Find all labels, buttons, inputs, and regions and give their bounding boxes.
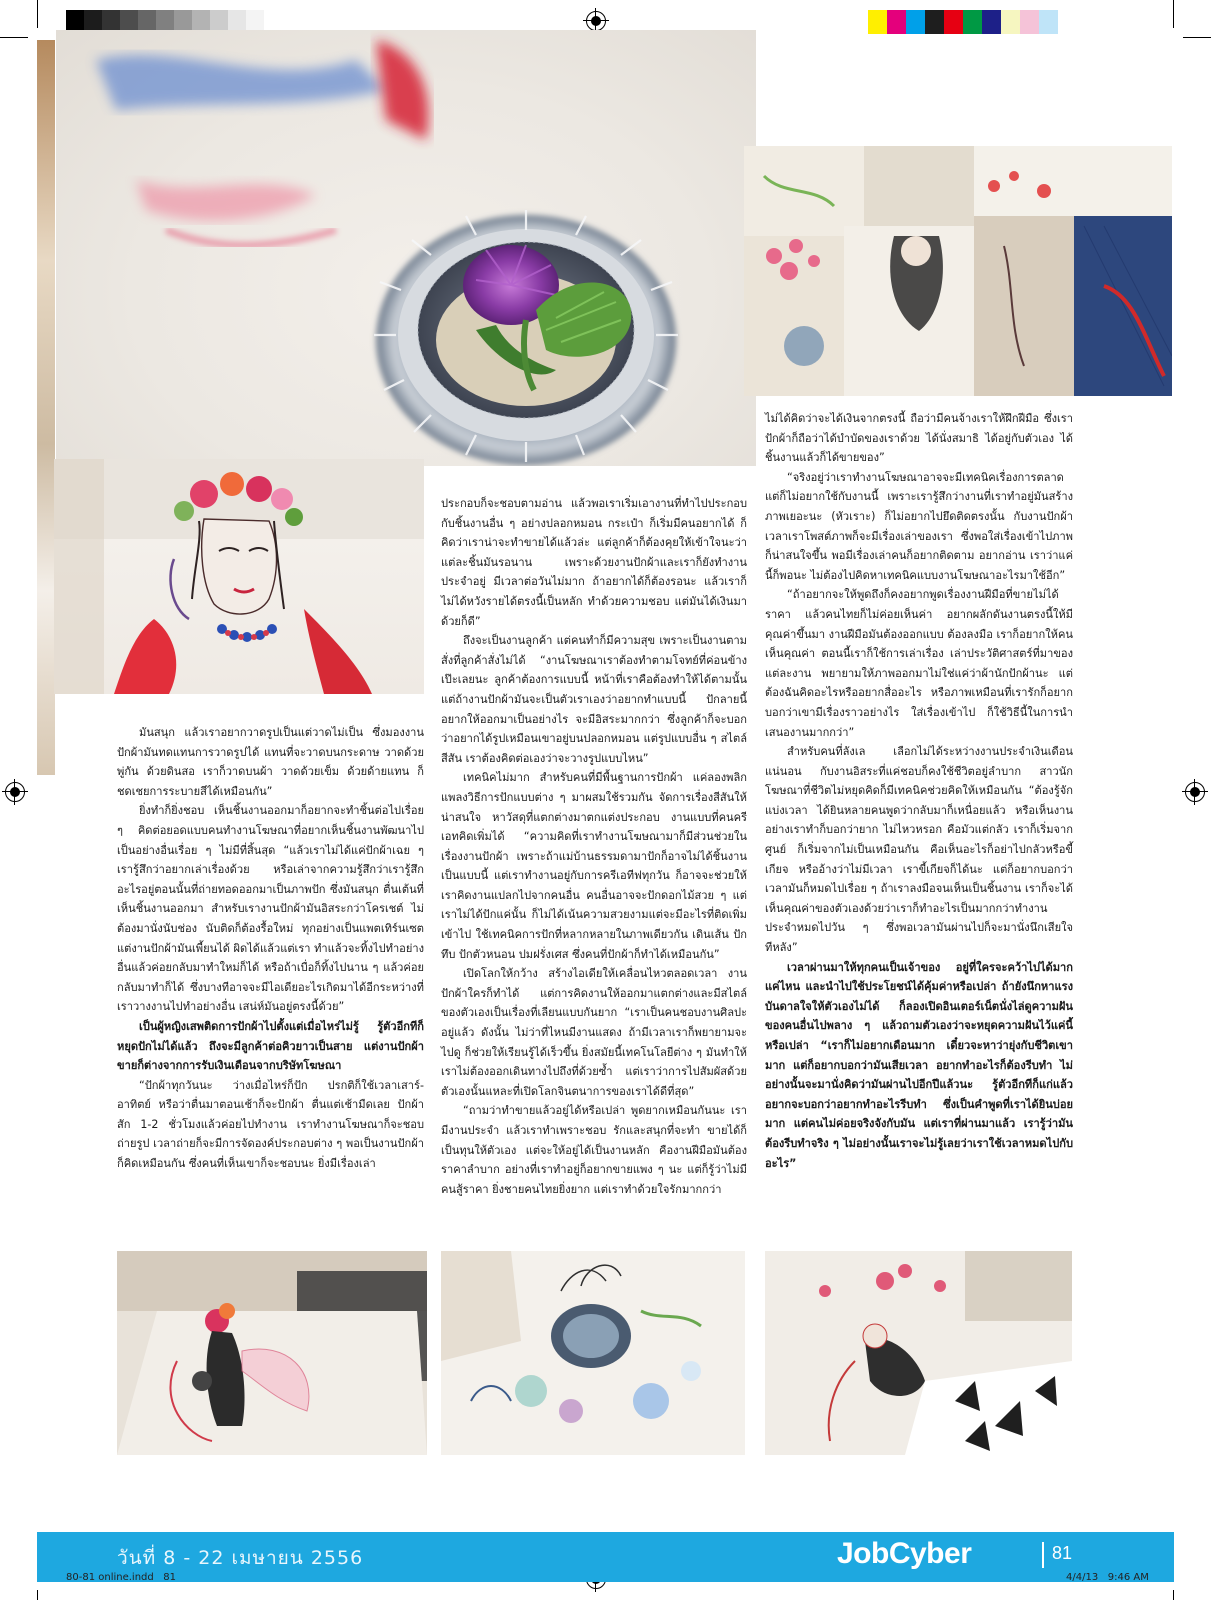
footer-divider [1042, 1542, 1044, 1568]
print-slug-timestamp: 4/4/13 9:46 AM [1066, 1572, 1149, 1583]
brand-logo-jobcyber: JobCyber [837, 1537, 972, 1570]
paragraph: ถึงจะเป็นงานลูกค้า แต่คนทำก็มีความสุข เพราะเป็นงานตามสั่งที่ลูกค้าสั่งไม่ได้ “งานโฆษณาเราต้องทำตามโจทย์ที่ค่อนข้างเป๊ะเลยนะ ลูกค้าต้องการแบบนี้ หน้าที่เราคือต้องทำให้ได้ตามนั้น แต่ถ้างานปักผ้ามันจะเป็นตัวเราเองว่าอยากทำแบบนี้ ปักลายนี้อยากให้ออกมาเป็นอย่างไร จะมีอิสระมากกว่า ซึ่งลูกค้าก็จะบอกว่าอยากได้รูปเหมือนเขาอยู่บนปลอกหมอน แต่รูปแบบอื่น ๆ สไตล์ สีสัน เราต้องคิดต่อเองว่าจะวางรูปแบบไหน” [441, 634, 747, 765]
text-column-middle [441, 494, 747, 1199]
paragraph: เป็นผู้หญิงเสพติดการปักผ้าไปตั้งแต่เมื่อไหร่ไม่รู้ รู้ตัวอีกทีก็หยุดปักไม่ได้แล้ว ถึงจะมีลูกค้าต่อคิวยาวเป็นสาย แต่งานปักผ้าขายก็ต่างจากการรับเงินเดือนจากบริษัทโฆษณา [117, 1019, 424, 1073]
figure-illustration [765, 1251, 1072, 1455]
registration-mark-left [5, 782, 25, 802]
brooch-illustration [56, 30, 756, 466]
crop-mark [1183, 37, 1211, 38]
frida-portrait-illustration [54, 459, 424, 694]
paragraph: ประกอบก็จะชอบตามอ่าน แล้วพอเราเริ่มเอางานที่ทำไปประกอบกับชิ้นงานอื่น ๆ อย่างปลอกหมอน กระเป๋า ก็เริ่มมีคนอยากได้ ก็คิดว่าเราน่าจะทำขายได้แล้วล่ะ แต่ลูกค้าก็ต้องคุยให้เข้าใจนะว่าแต่ละชิ้นมันรอนาน เพราะด้วยงานปักผ้าและเราก็ยังทำงานประจำอยู่ มีเวลาต่อวันไม่มาก ถ้าอยากได้ก็ต้องรอนะ แล้วเราก็ไม่ได้หวังรายได้ตรงนี้เป็นหลัก ทำด้วยความชอบ แต่มันได้เงินมาด้วยก็ดี” [441, 497, 747, 628]
registration-mark-top [586, 11, 606, 31]
paragraph: เทคนิคไม่มาก สำหรับคนที่มีพื้นฐานการปักผ้า แค่ลองพลิกแพลงวิธีการปักแบบต่าง ๆ มาผสมใช้รวมกัน จัดการเรื่องสีสันให้น่าสนใจ หาวัสดุที่แตกต่างมาตกแต่งประกอบ งานแบบที่คนครีเอทคิดเพิ่มได้ “ความคิดที่เราทำงานโฆษณามาก็มีส่วนช่วยในเรื่องงานปักผ้า เพราะถ้าแม่บ้านธรรมดามาปักก็อาจไม่ได้ชิ้นงานเป็นแบบนี้ แต่เราทำงานอยู่กับการครีเอทีฟทุกวัน ก็อาจจะช่วยให้เราคิดงานแปลกไปจากคนอื่น คนอื่นอาจจะปักดอกไม้สวย ๆ แต่เราไม่ได้ปักแค่นั้น ก็ไม่ได้เน้นความสวยงามแต่จะมีอะไรที่ติดเพิ่มเข้าไป ใช้เทคนิคการปักที่หลากหลายในภาพเดียวกัน เดินเส้น ปักทึบ ปักตัวหนอน ปมฝรั่งเศส ซึ่งคนที่ปักผ้าก็ทำได้เหมือนกัน” [441, 771, 747, 961]
photo-frida-embroidery [54, 459, 424, 694]
fairy-illustration [117, 1251, 427, 1455]
photo-embroidery-collage [744, 146, 1172, 396]
registration-mark-right [1185, 782, 1205, 802]
text-column-right [765, 409, 1073, 1173]
crop-mark [1173, 0, 1174, 28]
paragraph: เปิดโลกให้กว้าง สร้างไอเดียให้เคลื่อนไหวตลอดเวลา งานปักผ้าใครก็ทำได้ แต่การคิดงานให้ออกมาแตกต่างและมีสไตล์ของตัวเองเป็นเรื่องที่เลียนแบบกันยาก “เราเป็นคนชอบงานศิลปะอยู่แล้ว ดังนั้น ไม่ว่าที่ไหนมีงานแสดง ถ้ามีเวลาเราก็พยายามจะไปดู ก็ช่วยให้เรียนรู้ได้เร็วขึ้น ยิ่งสมัยนี้เทคโนโลยีต่าง ๆ มันทำให้เราไม่ต้องออกเดินทางไปถึงที่ด้วยซ้ำ แต่เราว่าการไปสัมผัสด้วยตัวเองนั้นแหละที่เปิดโลกจินตนาการของเราได้ดีที่สุด” [441, 967, 747, 1098]
paragraph: “ถ้าอยากจะให้พูดถึงก็คงอยากพูดเรื่องงานฝีมือที่ขายไม่ได้ราคา แล้วคนไทยก็ไม่ค่อยเห็นค่า อยากผลักดันงานตรงนี้ให้มีคุณค่าขึ้นมา งานฝีมือมันต้องออกแบบ ต้องลงมือ เราก็อยากให้คนเห็นคุณค่า ตอนนี้เราก็ใช้การเล่าเรื่อง เล่าประวัติศาสตร์ที่มาของแต่ละงาน พยายามให้ภาพออกมาไม่ใช่แค่ว่าผ้านักปักผ้านะ แต่ต้องฉันคิดอะไรหรืออยากสื่ออะไร หรือภาพเหมือนที่เรารักก็อยากบอกว่าเขามีเรื่องราวอย่างไร ใส่เรื่องเข้าไป ก็ใช้วิธีนี้ในการนำเสนองานมากกว่า” [765, 588, 1073, 739]
shell-illustration [441, 1251, 745, 1455]
print-slug-filename: 80-81 online.indd 81 [66, 1572, 176, 1583]
text-column-left [117, 723, 424, 1174]
crop-mark [0, 37, 28, 38]
paragraph: ยิ่งทำก็ยิ่งชอบ เห็นชิ้นงานออกมาก็อยากจะทำชิ้นต่อไปเรื่อย ๆ คิดต่อยอดแบบคนทำงานโฆษณาที่อยากเห็นชิ้นงานพัฒนาไปเป็นอย่างอื่นเรื่อย ๆ ไม่มีที่สิ้นสุด “แล้วเราไม่ได้แค่ปักผ้าเฉย ๆ เรารู้สึกว่าอยากเล่าเรื่องด้วย หรือเล่าจากความรู้สึกว่าเรารู้สึกอะไรอยู่ตอนนั้นที่ถ่ายทอดออกมาเป็นภาพปัก ซึ่งมันสนุก ตื่นเต้นที่เห็นชิ้นงานออกมา สำหรับเรางานปักผ้ามันอิสระกว่าโครเชต์ ไม่ต้องมานั่งนับช่อง นับติดก็ต้องรื้อใหม่ ทุกอย่างเป็นแพตเทิร์นเซต แต่งานปักผ้ามันเพี้ยนได้ ผิดได้แล้วแต่เรา ทำแล้วจะทิ้งไปทำอย่างอื่นแล้วค่อยกลับมาทำใหม่ก็ได้ หรือถ้าเบื่อก็ทิ้งไปนาน ๆ แล้วค่อยกลับมาทำก็ได้ ซึ่งบางทีอาจจะมีไอเดียอะไรเกิดมาได้อีกระหว่างที่เราวางงานไปทำอย่างอื่น เสน่ห์มันอยู่ตรงนี้ด้วย” [117, 804, 424, 1014]
color-calibration-bar [868, 10, 1058, 34]
paragraph: “ถามว่าทำขายแล้วอยู่ได้หรือเปล่า พูดยากเหมือนกันนะ เรามีงานประจำ แล้วเราทำเพราะชอบ รักและสนุกที่จะทำ ขายได้ก็เป็นทุนให้ตัวเอง แต่จะให้อยู่ได้เป็นงานหลัก คืองานฝีมือมันต้องราคาลำบาก อย่างที่เราทำอยู่ก็อยากขายแพง ๆ นะ แต่ก็รู้ว่าไม่มีคนสู้ราคา ยิ่งชายคนไทยยิ่งยาก แต่เราทำด้วยใจรักมากกว่า [441, 1104, 747, 1196]
left-bleed-photo-strip [37, 40, 55, 775]
paragraph: สำหรับคนที่ลังเล เลือกไม่ได้ระหว่างงานประจำเงินเดือนแน่นอน กับงานอิสระที่แค่ชอบก็คงใช้ชีวิตอยู่ลำบาก สาวนักโฆษณาที่ชีวิตไม่หยุดคิดก็มีเทคนิคช่วยคิดให้เหมือนกัน “ต้องรู้จักแบ่งเวลา ได้ยินหลายคนพูดว่ากลับมาก็เหนื่อยแล้ว หรือเห็นงานอย่างเราทำก็บอกว่ายาก ไม่ไหวหรอก คือมัวแต่กลัว เราก็เริ่มจากศูนย์ ก็เริ่มจากไม่เป็นเหมือนกัน คือเห็นอะไรก็อย่าไปกลัวหรือขี้เกียจ หรืออ้างว่าไม่มีเวลา เราขี้เกียจก็ได้นะ แต่ก็อยากบอกว่าเวลามันก็หมดไปเรื่อย ๆ ถ้าเราลงมือจนเห็นเป็นชิ้นงาน เราก็จะได้เห็นคุณค่าของตัวเองด้วยว่าเราก็ทำอะไรเป็นมากกว่าทำงานประจำหมดไปวัน ๆ ซึ่งพอเวลามันผ่านไปก็จะมานั่งนึกเสียใจทีหลัง” [765, 745, 1073, 955]
photo-bottom-left-fairy-embroidery [117, 1251, 427, 1455]
collage-illustration [744, 146, 1172, 396]
issue-date: วันที่ 8 - 22 เมษายน 2556 [117, 1547, 364, 1569]
paragraph: “จริงอยู่ว่าเราทำงานโฆษณาอาจจะมีเทคนิคเรื่องการตลาด แต่ก็ไม่อยากใช้กับงานนี้ เพราะเรารู้สึกว่างานที่เราทำอยู่มันสร้างภาพเยอะนะ (หัวเราะ) ก็ไม่อยากไปยึดติดตรงนั้น กับงานปักผ้าเวลาเราโพสต์ภาพก็จะมีเรื่องเล่าของเรา ซึ่งพอใส่เรื่องเข้าไปภาพก็น่าสนใจขึ้น พอมีเรื่องเล่าคนก็อยากติดตาม อยากอ่าน เราว่าแค่นี้ก็พอนะ ไม่ต้องไปคิดหาเทคนิคแบบงานโฆษณาอะไรมาใช้อีก” [765, 470, 1073, 582]
crop-mark [1173, 1590, 1174, 1600]
photo-bottom-middle-shell-embroidery [441, 1251, 745, 1455]
crop-mark [37, 0, 38, 28]
paragraph: เวลาผ่านมาให้ทุกคนเป็นเจ้าของ อยู่ที่ใครจะคว้าไปได้มากแค่ไหน และนำไปใช้ประโยชน์ได้คุ้มค่าหรือเปล่า ถ้ายังนึกหาแรงบันดาลใจให้ตัวเองไม่ได้ ก็ลองเปิดอินเตอร์เน็ตนั่งไล่ดูความฝันของคนอื่นไปพลาง ๆ แล้วถามตัวเองว่าจะหยุดความฝันไว้แค่นี้หรือเปล่า “เราก็ไม่อยากเดือนมาก เดี๋ยวจะหาว่ายุ่งกับชีวิตเขามาก แต่ก็อยากบอกว่ามันเสียเวลา อยากทำอะไรก็ต้องรีบทำ ไม่อย่างนั้นจะมานั่งคิดว่ามันผ่านไปอีกปีแล้วนะ รู้ตัวอีกทีก็แก่แล้ว อยากจะบอกว่าอยากทำอะไรรีบทำ ซึ่งเป็นคำพูดที่เราได้ยินบ่อยมาก แต่คนไม่ค่อยจริงจังกับมัน แต่เราที่ผ่านมาแล้ว เรารู้ว่ามันต้องรีบทำจริง ๆ ไม่อย่างนั้นเราจะไม่รู้เลยว่าเราใช้เวลาหมดไปกับอะไร” [765, 960, 1073, 1170]
hero-photo-embroidered-brooch [56, 30, 756, 466]
footer-bar [37, 1532, 1174, 1582]
photo-bottom-right-figure-embroidery [765, 1251, 1072, 1455]
page-number: 81 [1052, 1543, 1073, 1563]
paragraph: “ปักผ้าทุกวันนะ ว่างเมื่อไหร่ก็ปัก ปรกติก็ใช้เวลาเสาร์-อาทิตย์ หรือว่าตื่นมาตอนเช้าก็จะปักผ้า ตื่นแต่เช้ามืดเลย ปักผ้าสัก 1-2 ชั่วโมงแล้วค่อยไปทำงาน เราทำงานโฆษณาก็จะชอบถ่ายรูป เวลาถ่ายก็จะมีการจัดองค์ประกอบต่าง ๆ พอเป็นงานปักผ้าก็คิดเหมือนกัน ซึ่งคนที่เห็นเขาก็จะชอบนะ ยิ่งมีเรื่องเล่า [117, 1078, 424, 1171]
crop-mark [37, 1590, 38, 1600]
paragraph: ไม่ได้คิดว่าจะได้เงินจากตรงนี้ ถือว่ามีคนจ้างเราให้ฝึกฝีมือ ซึ่งเราปักผ้าก็ถือว่าได้บำบัดของเราด้วย ได้นั่งสมาธิ ได้อยู่กับตัวเอง ได้ชิ้นงานแล้วก็ได้ขายของ” [765, 412, 1073, 465]
paragraph: มันสนุก แล้วเราอยากวาดรูปเป็นแต่วาดไม่เป็น ซึ่งมองงานปักผ้ามันทดแทนการวาดรูปได้ แทนที่จะวาดบนกระดาษ วาดด้วยพู่กัน ด้วยดินสอ เราก็วาดบนผ้า วาดด้วยเข็ม ด้วยด้ายแทน ก็ชดเชยการระบายสีได้เหมือนกัน” [117, 726, 424, 798]
